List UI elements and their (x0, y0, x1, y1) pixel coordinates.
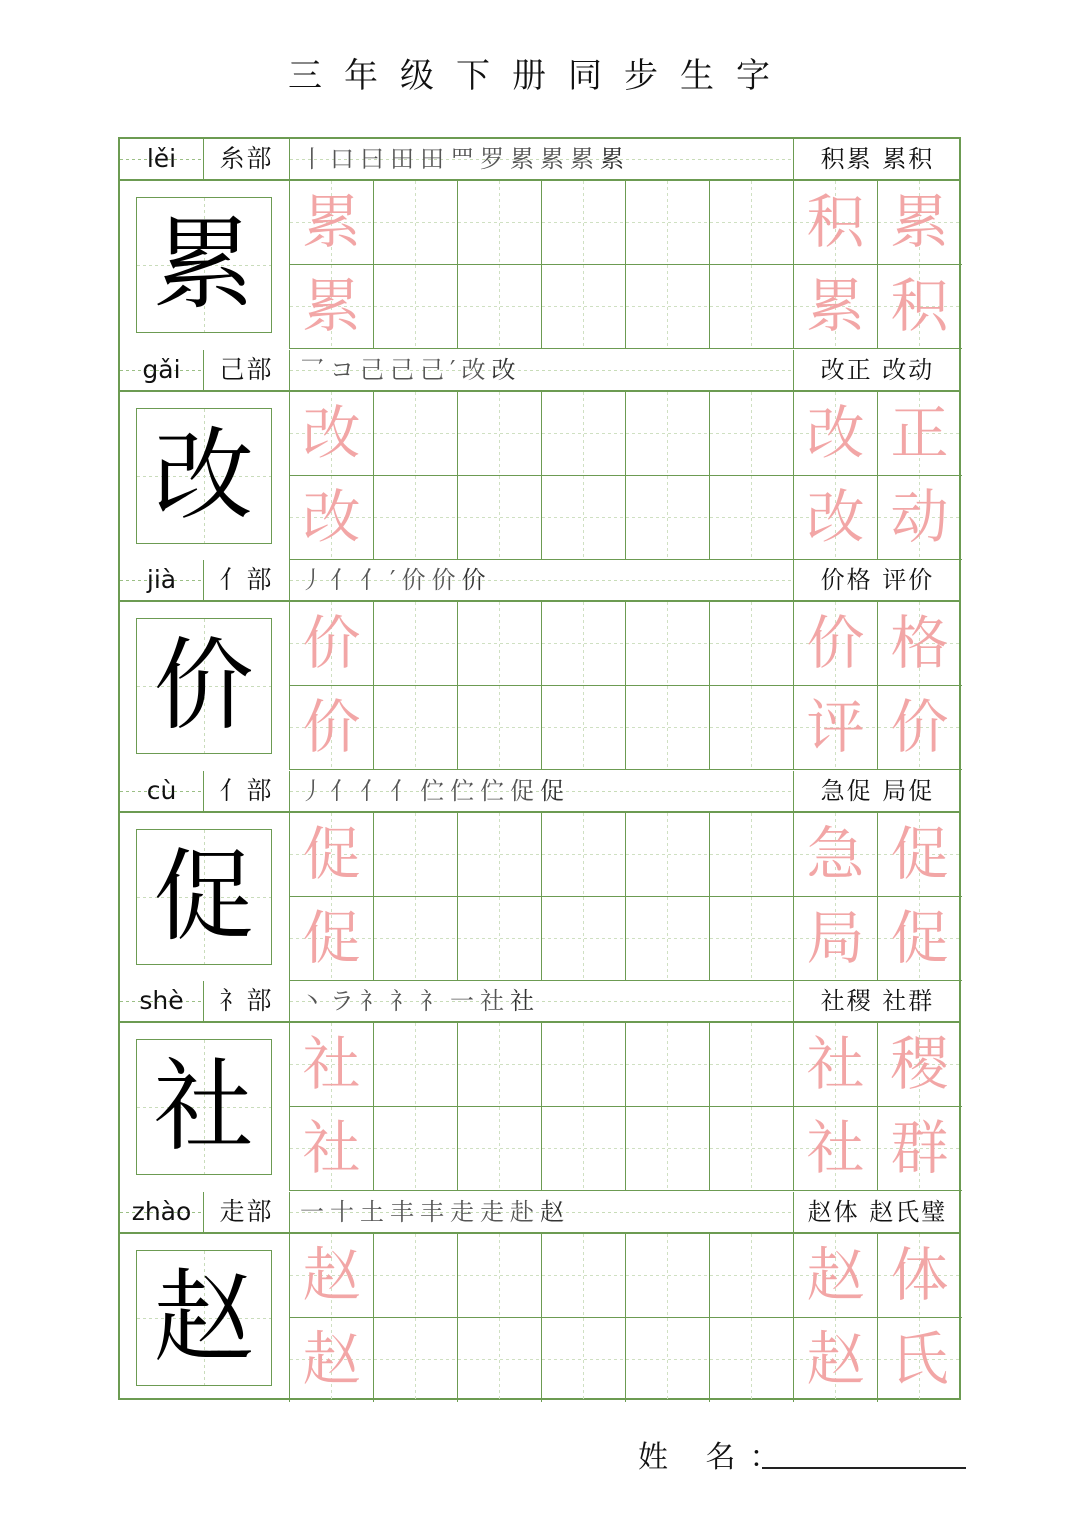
pinyin: lěi (120, 139, 204, 179)
word-trace-cell[interactable] (794, 1234, 878, 1318)
stroke-step: 亻 (330, 566, 360, 594)
trace-word-char: 促 (890, 819, 949, 888)
stroke-order (290, 139, 794, 179)
stroke-step: 社 (510, 987, 540, 1015)
word-trace-cell[interactable] (878, 265, 962, 349)
stroke-step: 亻 (390, 776, 420, 805)
practice-cell[interactable] (458, 1107, 542, 1191)
trace-cell[interactable] (290, 1318, 374, 1402)
stroke-step: 价 (401, 566, 432, 594)
practice-cell[interactable] (626, 1107, 710, 1191)
page-title: 三年级下册同步生字 (288, 56, 792, 96)
stroke-step: 累 (570, 145, 600, 173)
model-char-cell (120, 392, 290, 560)
trace-char: 社 (302, 1030, 361, 1098)
stroke-step: 促 (540, 776, 570, 805)
trace-cell[interactable] (290, 392, 374, 476)
trace-char: 累 (302, 188, 361, 256)
trace-word-char: 动 (890, 482, 949, 551)
practice-cell[interactable] (710, 602, 794, 686)
stroke-step: 亻 (330, 776, 360, 805)
stroke-order (290, 981, 794, 1021)
char-block (120, 560, 961, 770)
practice-cell[interactable] (458, 1234, 542, 1318)
trace-cell[interactable] (290, 602, 374, 686)
practice-cell[interactable] (542, 181, 626, 265)
practice-cell[interactable] (542, 813, 626, 897)
stroke-step: 丰 (420, 1197, 450, 1226)
stroke-step: 价 (461, 566, 492, 594)
pinyin: zhào (120, 1192, 204, 1232)
stroke-step: 累 (540, 145, 570, 173)
practice-cell[interactable] (542, 392, 626, 476)
trace-char: 累 (302, 272, 361, 340)
practice-cell[interactable] (374, 476, 458, 560)
pinyin: jià (120, 560, 204, 600)
stroke-step: 己′ (420, 355, 462, 384)
stroke-step: コ (330, 355, 360, 384)
word-trace-cell[interactable] (794, 265, 878, 349)
word-trace-cell[interactable] (878, 813, 962, 897)
trace-char: 社 (302, 1114, 361, 1182)
radical: 亻部 (204, 560, 290, 600)
trace-char: 改 (302, 398, 361, 467)
word-trace-cell[interactable] (794, 686, 878, 770)
example-words: 价格 评价 (820, 566, 935, 594)
trace-word-char: 积 (890, 272, 949, 340)
trace-word-char: 稷 (890, 1030, 949, 1098)
practice-cell[interactable] (458, 392, 542, 476)
practice-cell[interactable] (710, 1318, 794, 1402)
practice-cell[interactable] (374, 686, 458, 770)
practice-cell[interactable] (710, 686, 794, 770)
trace-char: 价 (302, 693, 361, 761)
word-trace-cell[interactable] (794, 1023, 878, 1107)
stroke-step: 礻 (390, 987, 420, 1015)
model-char-cell (120, 1023, 290, 1191)
practice-cell[interactable] (542, 476, 626, 560)
trace-word-char: 促 (890, 903, 949, 972)
stroke-step: 丰 (390, 1197, 420, 1226)
radical: 亻部 (204, 771, 290, 811)
practice-cell[interactable] (626, 1234, 710, 1318)
practice-cell[interactable] (542, 1023, 626, 1107)
word-trace-cell[interactable] (794, 602, 878, 686)
stroke-step: 罒 (450, 145, 480, 173)
practice-cell[interactable] (374, 1234, 458, 1318)
stroke-step: 伫 (450, 776, 480, 805)
practice-cell[interactable] (710, 1107, 794, 1191)
word-trace-cell[interactable] (794, 181, 878, 265)
name-field-line[interactable] (762, 1467, 966, 1469)
practice-cell[interactable] (458, 686, 542, 770)
practice-cell[interactable] (458, 1318, 542, 1402)
model-char-box (136, 408, 272, 544)
practice-cell[interactable] (458, 265, 542, 349)
char-header-row (120, 1192, 961, 1234)
practice-cell[interactable] (626, 686, 710, 770)
stroke-step: 丨 (300, 145, 330, 173)
trace-word-char: 价 (890, 693, 949, 761)
stroke-order (290, 560, 794, 600)
word-trace-cell[interactable] (878, 1023, 962, 1107)
trace-cell[interactable] (290, 476, 374, 560)
practice-cell[interactable] (626, 813, 710, 897)
radical: 己部 (204, 350, 290, 390)
practice-cell[interactable] (626, 265, 710, 349)
word-trace-cell[interactable] (878, 1107, 962, 1191)
practice-cell[interactable] (542, 686, 626, 770)
word-trace-cell[interactable] (878, 686, 962, 770)
trace-word-char: 格 (890, 609, 949, 677)
word-trace-cell[interactable] (878, 602, 962, 686)
stroke-order (290, 1192, 794, 1232)
model-char-box (136, 1250, 272, 1386)
practice-cell[interactable] (458, 602, 542, 686)
practice-cell[interactable] (374, 1023, 458, 1107)
model-char: 价 (153, 627, 254, 744)
word-trace-cell[interactable] (878, 897, 962, 981)
practice-cell[interactable] (626, 392, 710, 476)
radical: 礻部 (204, 981, 290, 1021)
model-char-box (136, 618, 272, 754)
stroke-step: 累 (510, 145, 540, 173)
practice-cell[interactable] (542, 1318, 626, 1402)
practice-cell[interactable] (710, 476, 794, 560)
example-words: 社稷 社群 (820, 987, 935, 1015)
stroke-step: 亻′ (360, 566, 402, 594)
trace-word-char: 赵 (806, 1240, 865, 1309)
word-trace-cell[interactable] (794, 1318, 878, 1402)
model-char-cell (120, 602, 290, 770)
practice-cell[interactable] (626, 476, 710, 560)
stroke-step: 丶 (300, 987, 330, 1015)
stroke-step: 曰 (360, 145, 390, 173)
trace-word-char: 氏 (890, 1324, 949, 1393)
trace-word-char: 群 (890, 1114, 949, 1182)
practice-cell[interactable] (374, 897, 458, 981)
char-header-row (120, 139, 961, 181)
stroke-step: 累 (600, 145, 630, 173)
stroke-step: 口 (330, 145, 360, 173)
char-block (120, 981, 961, 1191)
trace-word-char: 正 (890, 398, 949, 467)
stroke-step: 走 (480, 1197, 510, 1226)
stroke-step: 促 (510, 776, 540, 805)
word-trace-cell[interactable] (878, 181, 962, 265)
practice-cell[interactable] (542, 265, 626, 349)
stroke-step: 一 (300, 1197, 330, 1226)
char-block (120, 139, 961, 349)
practice-cell[interactable] (374, 602, 458, 686)
example-words: 赵体 赵氏璧 (807, 1197, 948, 1226)
stroke-step: 礻一 (420, 987, 480, 1015)
char-header-row (120, 771, 961, 813)
practice-cell[interactable] (626, 181, 710, 265)
char-block (120, 1192, 961, 1402)
trace-word-char: 改 (806, 482, 865, 551)
stroke-step: 田 (390, 145, 420, 173)
stroke-order (290, 350, 794, 390)
trace-word-char: 急 (806, 819, 865, 888)
char-header-row (120, 560, 961, 602)
model-char: 改 (153, 416, 254, 534)
stroke-step: 己 (360, 355, 390, 384)
radical: 糸部 (204, 139, 290, 179)
stroke-step: 赴 (510, 1197, 540, 1226)
trace-word-char: 积 (806, 188, 865, 256)
practice-cell[interactable] (710, 181, 794, 265)
word-trace-cell[interactable] (794, 897, 878, 981)
trace-word-char: 赵 (806, 1324, 865, 1393)
stroke-step: 伫 (420, 776, 450, 805)
practice-cell[interactable] (458, 813, 542, 897)
stroke-step: 礻 (360, 987, 390, 1015)
trace-word-char: 改 (806, 398, 865, 467)
pinyin: shè (120, 981, 204, 1021)
trace-word-char: 累 (806, 272, 865, 340)
char-header-row (120, 981, 961, 1023)
model-char: 累 (153, 206, 254, 323)
trace-word-char: 评 (806, 693, 865, 761)
char-block (120, 771, 961, 981)
stroke-order (290, 771, 794, 811)
trace-cell[interactable] (290, 265, 374, 349)
stroke-step: 赵 (540, 1197, 570, 1226)
word-trace-cell[interactable] (878, 1318, 962, 1402)
practice-cell[interactable] (626, 897, 710, 981)
stroke-step: 己 (390, 355, 420, 384)
stroke-step: 十 (330, 1197, 360, 1226)
trace-char: 促 (302, 819, 361, 888)
practice-cell[interactable] (542, 1107, 626, 1191)
trace-cell[interactable] (290, 1107, 374, 1191)
model-char-cell (120, 181, 290, 349)
trace-cell[interactable] (290, 813, 374, 897)
char-header-row (120, 350, 961, 392)
practice-cell[interactable] (458, 476, 542, 560)
model-char-cell (120, 1234, 290, 1402)
stroke-step: 价 (431, 566, 462, 594)
stroke-step: 亻 (360, 776, 390, 805)
trace-word-char: 局 (806, 903, 865, 972)
char-block (120, 350, 961, 560)
practice-cell[interactable] (374, 392, 458, 476)
trace-cell[interactable] (290, 1234, 374, 1318)
practice-cell[interactable] (710, 1023, 794, 1107)
practice-cell[interactable] (374, 265, 458, 349)
trace-char: 价 (302, 609, 361, 677)
trace-char: 改 (302, 482, 361, 551)
practice-cell[interactable] (458, 1023, 542, 1107)
practice-cell[interactable] (710, 897, 794, 981)
stroke-step: 社 (480, 987, 510, 1015)
radical: 走部 (204, 1192, 290, 1232)
trace-word-char: 社 (806, 1114, 865, 1182)
stroke-step: 丿 (300, 566, 330, 594)
practice-cell[interactable] (374, 181, 458, 265)
practice-cell[interactable] (374, 1107, 458, 1191)
stroke-step: 乛 (300, 355, 330, 384)
practice-cell[interactable] (458, 897, 542, 981)
stroke-step: 田 (420, 145, 450, 173)
pinyin: gǎi (120, 350, 204, 390)
stroke-step: ラ (330, 987, 360, 1015)
model-char-box (136, 829, 272, 965)
trace-char: 赵 (302, 1240, 361, 1309)
trace-cell[interactable] (290, 897, 374, 981)
practice-cell[interactable] (710, 392, 794, 476)
word-trace-cell[interactable] (794, 813, 878, 897)
model-char: 社 (153, 1048, 254, 1165)
word-trace-cell[interactable] (794, 1107, 878, 1191)
practice-cell[interactable] (458, 181, 542, 265)
stroke-step: 走 (450, 1197, 480, 1226)
trace-word-char: 累 (890, 188, 949, 256)
stroke-step: 丿 (300, 776, 330, 805)
trace-word-char: 体 (890, 1240, 949, 1309)
model-char: 赵 (153, 1258, 254, 1376)
practice-cell[interactable] (542, 897, 626, 981)
practice-cell[interactable] (374, 813, 458, 897)
word-trace-cell[interactable] (794, 392, 878, 476)
model-char-cell (120, 813, 290, 981)
trace-char: 促 (302, 903, 361, 972)
example-words: 改正 改动 (820, 355, 935, 384)
model-char-box (136, 197, 272, 333)
stroke-step: 土 (360, 1197, 390, 1226)
practice-cell[interactable] (374, 1318, 458, 1402)
practice-cell[interactable] (626, 602, 710, 686)
word-trace-cell[interactable] (878, 392, 962, 476)
practice-sheet (118, 137, 961, 1400)
trace-char: 赵 (302, 1324, 361, 1393)
trace-cell[interactable] (290, 686, 374, 770)
trace-cell[interactable] (290, 181, 374, 265)
trace-word-char: 价 (806, 609, 865, 677)
practice-cell[interactable] (710, 265, 794, 349)
practice-cell[interactable] (626, 1318, 710, 1402)
trace-word-char: 社 (806, 1030, 865, 1098)
practice-cell[interactable] (710, 813, 794, 897)
stroke-step: 改 (461, 355, 492, 384)
example-words: 积累 累积 (820, 145, 935, 173)
name-label: 姓 名： (638, 1440, 794, 1475)
trace-cell[interactable] (290, 1023, 374, 1107)
word-trace-cell[interactable] (878, 1234, 962, 1318)
stroke-step: 改 (491, 355, 522, 384)
stroke-step: 伫 (480, 776, 510, 805)
practice-cell[interactable] (542, 602, 626, 686)
practice-cell[interactable] (710, 1234, 794, 1318)
example-words: 急促 局促 (820, 776, 935, 805)
pinyin: cù (120, 771, 204, 811)
practice-cell[interactable] (626, 1023, 710, 1107)
word-trace-cell[interactable] (878, 476, 962, 560)
practice-cell[interactable] (542, 1234, 626, 1318)
stroke-step: 罗 (480, 145, 510, 173)
model-char: 促 (153, 837, 254, 955)
model-char-box (136, 1039, 272, 1175)
word-trace-cell[interactable] (794, 476, 878, 560)
